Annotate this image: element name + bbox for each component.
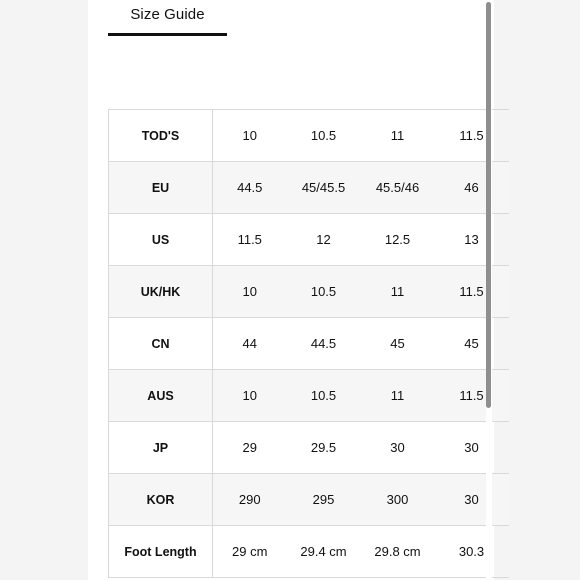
table-cell: 12 <box>287 214 361 266</box>
table-cell: 10 <box>213 370 287 422</box>
tab-size-guide-label: Size Guide <box>130 6 205 23</box>
tab-size-guide[interactable] <box>108 0 227 36</box>
row-header: Foot Length <box>109 526 213 578</box>
table-row <box>109 214 509 266</box>
scrollbar-thumb[interactable] <box>486 2 491 408</box>
table-cell: 11 <box>361 266 435 318</box>
table-cell: 10 <box>213 266 287 318</box>
row-header: CN <box>109 318 213 370</box>
table-row <box>109 162 509 214</box>
table-row <box>109 266 509 318</box>
table-cell: 45 <box>361 318 435 370</box>
row-header: US <box>109 214 213 266</box>
table-cell: 44.5 <box>287 318 361 370</box>
table-cell: 11.5 <box>213 214 287 266</box>
table-row <box>109 370 509 422</box>
row-header: UK/HK <box>109 266 213 318</box>
row-header: JP <box>109 422 213 474</box>
table-row <box>109 110 509 162</box>
table-cell: 46 <box>435 162 509 214</box>
table-cell: 30 <box>435 422 509 474</box>
row-header: AUS <box>109 370 213 422</box>
table-row <box>109 422 509 474</box>
table-cell: 10.5 <box>287 110 361 162</box>
row-header: TOD'S <box>109 110 213 162</box>
table-cell: 13 <box>435 214 509 266</box>
table-cell: 11 <box>361 370 435 422</box>
table-cell: 11.5 <box>435 110 509 162</box>
table-row <box>109 526 509 578</box>
table-cell: 30 <box>435 474 509 526</box>
table-cell: 30.3 <box>435 526 509 578</box>
table-cell: 11.5 <box>435 266 509 318</box>
active-tab-indicator <box>108 33 227 36</box>
table-row <box>109 474 509 526</box>
table-cell: 44.5 <box>213 162 287 214</box>
table-cell: 29 <box>213 422 287 474</box>
size-conversion-table <box>108 109 509 578</box>
table-cell: 44 <box>213 318 287 370</box>
table-cell: 29 cm <box>213 526 287 578</box>
table-cell: 10.5 <box>287 266 361 318</box>
table-cell: 45.5/46 <box>361 162 435 214</box>
table-cell: 11 <box>361 110 435 162</box>
size-table-container[interactable] <box>108 109 485 580</box>
row-header: EU <box>109 162 213 214</box>
table-cell: 295 <box>287 474 361 526</box>
table-cell: 45/45.5 <box>287 162 361 214</box>
table-cell: 45 <box>435 318 509 370</box>
table-cell: 300 <box>361 474 435 526</box>
table-row <box>109 318 509 370</box>
table-cell: 290 <box>213 474 287 526</box>
table-cell: 10.5 <box>287 370 361 422</box>
table-cell: 12.5 <box>361 214 435 266</box>
table-cell: 11.5 <box>435 370 509 422</box>
row-header: KOR <box>109 474 213 526</box>
table-cell: 29.8 cm <box>361 526 435 578</box>
table-cell: 10 <box>213 110 287 162</box>
table-cell: 29.4 cm <box>287 526 361 578</box>
table-cell: 30 <box>361 422 435 474</box>
table-cell: 29.5 <box>287 422 361 474</box>
